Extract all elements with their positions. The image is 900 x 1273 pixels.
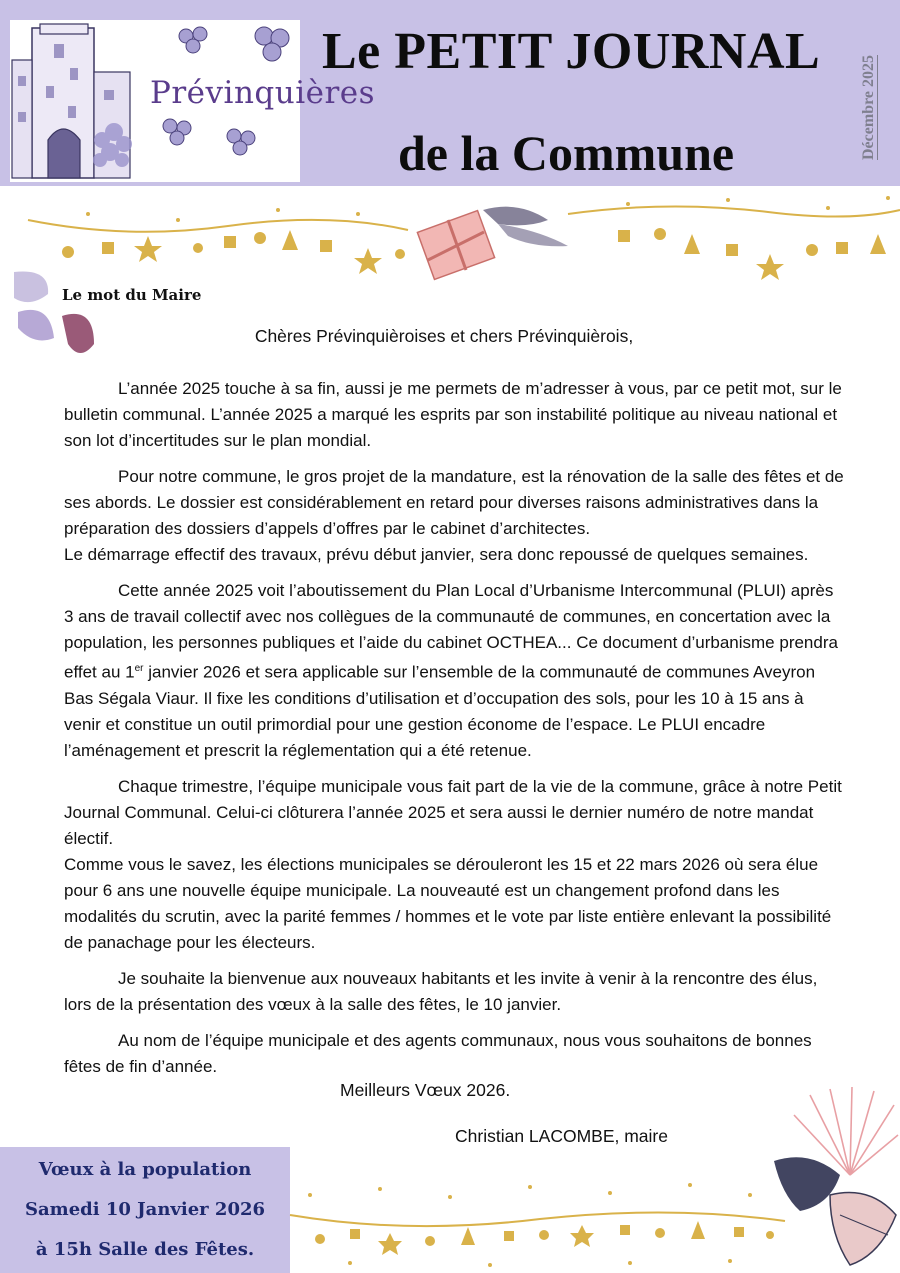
event-date: Samedi 10 Janvier 2026 (24, 1199, 266, 1220)
paragraph (64, 578, 844, 764)
paragraph (64, 774, 844, 956)
christmas-garland-bottom (290, 1175, 785, 1270)
paragraph-text: Cette année 2025 voit l’aboutissement du Plan Local d’Urbanisme Intercommunal (PLUI) après 3 ans de travail collectif avec nos collègues de la communauté de communes, en concertation avec la population, les personnes publiques et l’aide du cabinet OCTHEA... Ce document d’urbanisme prendra effet au 1 (64, 581, 838, 682)
village-logo (10, 20, 376, 182)
holly-leaves-decoration (770, 1085, 900, 1273)
paragraph: L’année 2025 touche à sa fin, aussi je me permets de m’adresser à vous, par ce petit mot, sur le bulletin communal. L’année 2025 a marqué les esprits par son instabilité politique au niveau national et son lot d’incertitudes sur le plan mondial. (64, 379, 842, 450)
letter-signature: Christian LACOMBE, maire (455, 1126, 668, 1146)
journal-title: Le PETIT JOURNAL (322, 23, 821, 80)
gift-box-icon (417, 207, 568, 280)
paragraph-text: janvier 2026 et sera applicable sur l’ensemble de la communauté de communes Aveyron Bas Ségala Viaur. Il fixe les conditions d’utilisation et d’occupation des sols, pour les 10 à 15 ans à venir et constitue un outil primordial pour une gestion économe de l’espace. Le PLUI encadre l’aménagement et prescrit la réglementation qui a été retenue. (64, 662, 816, 760)
paragraph-text: Le démarrage effectif des travaux, prévu début janvier, sera donc repoussé de quelques semaines. (64, 545, 809, 564)
event-announcement (0, 1147, 290, 1273)
paragraph: Je souhaite la bienvenue aux nouveaux habitants et les invite à venir à la rencontre des élus, lors de la présentation des vœux à la salle des fêtes, le 10 janvier. (64, 968, 818, 1014)
letter-signoff: Meilleurs Vœux 2026. (340, 1080, 511, 1100)
section-title: Le mot du Maire (62, 286, 202, 304)
christmas-garland-top (28, 190, 900, 280)
superscript: er (134, 663, 144, 674)
event-location: à 15h Salle des Fêtes. (35, 1239, 255, 1260)
paragraph (64, 464, 844, 568)
paragraph-text: Pour notre commune, le gros projet de la mandature, est la rénovation de la salle des fêtes et de ses abords. Le dossier est considérablement en retard pour diverses raisons administratives dans la préparation des dossiers d’appels d’offres par le cabinet d’architectes. (64, 467, 844, 538)
letter-body (64, 376, 844, 1090)
paragraph: Au nom de l’équipe municipale et des agents communaux, nous vous souhaitons de bonnes fêtes de fin d’année. (64, 1030, 812, 1076)
journal-subtitle: de la Commune (398, 125, 735, 181)
paragraph-text: Chaque trimestre, l’équipe municipale vous fait part de la vie de la commune, grâce à notre Petit Journal Communal. Celui-ci clôturera l’année 2025 et sera aussi le dernier numéro de notre mandat électif. (64, 776, 842, 848)
logo-village-name: Prévinquières (150, 75, 376, 111)
event-title: Vœux à la population (38, 1159, 252, 1180)
paragraph-text: Comme vous le savez, les élections municipales se dérouleront les 15 et 22 mars 2026 où sera élue pour 6 ans une nouvelle équipe municipale. La nouveauté est un changement profond dans les modalités du scrutin, avec la parité femmes / hommes et le vote par liste entière enlevant la possibilité de panachage pour les électeurs. (64, 854, 832, 952)
issue-date: Décembre 2025 (860, 55, 877, 160)
letter-salutation: Chères Prévinquièroises et chers Prévinquièrois, (254, 326, 634, 346)
